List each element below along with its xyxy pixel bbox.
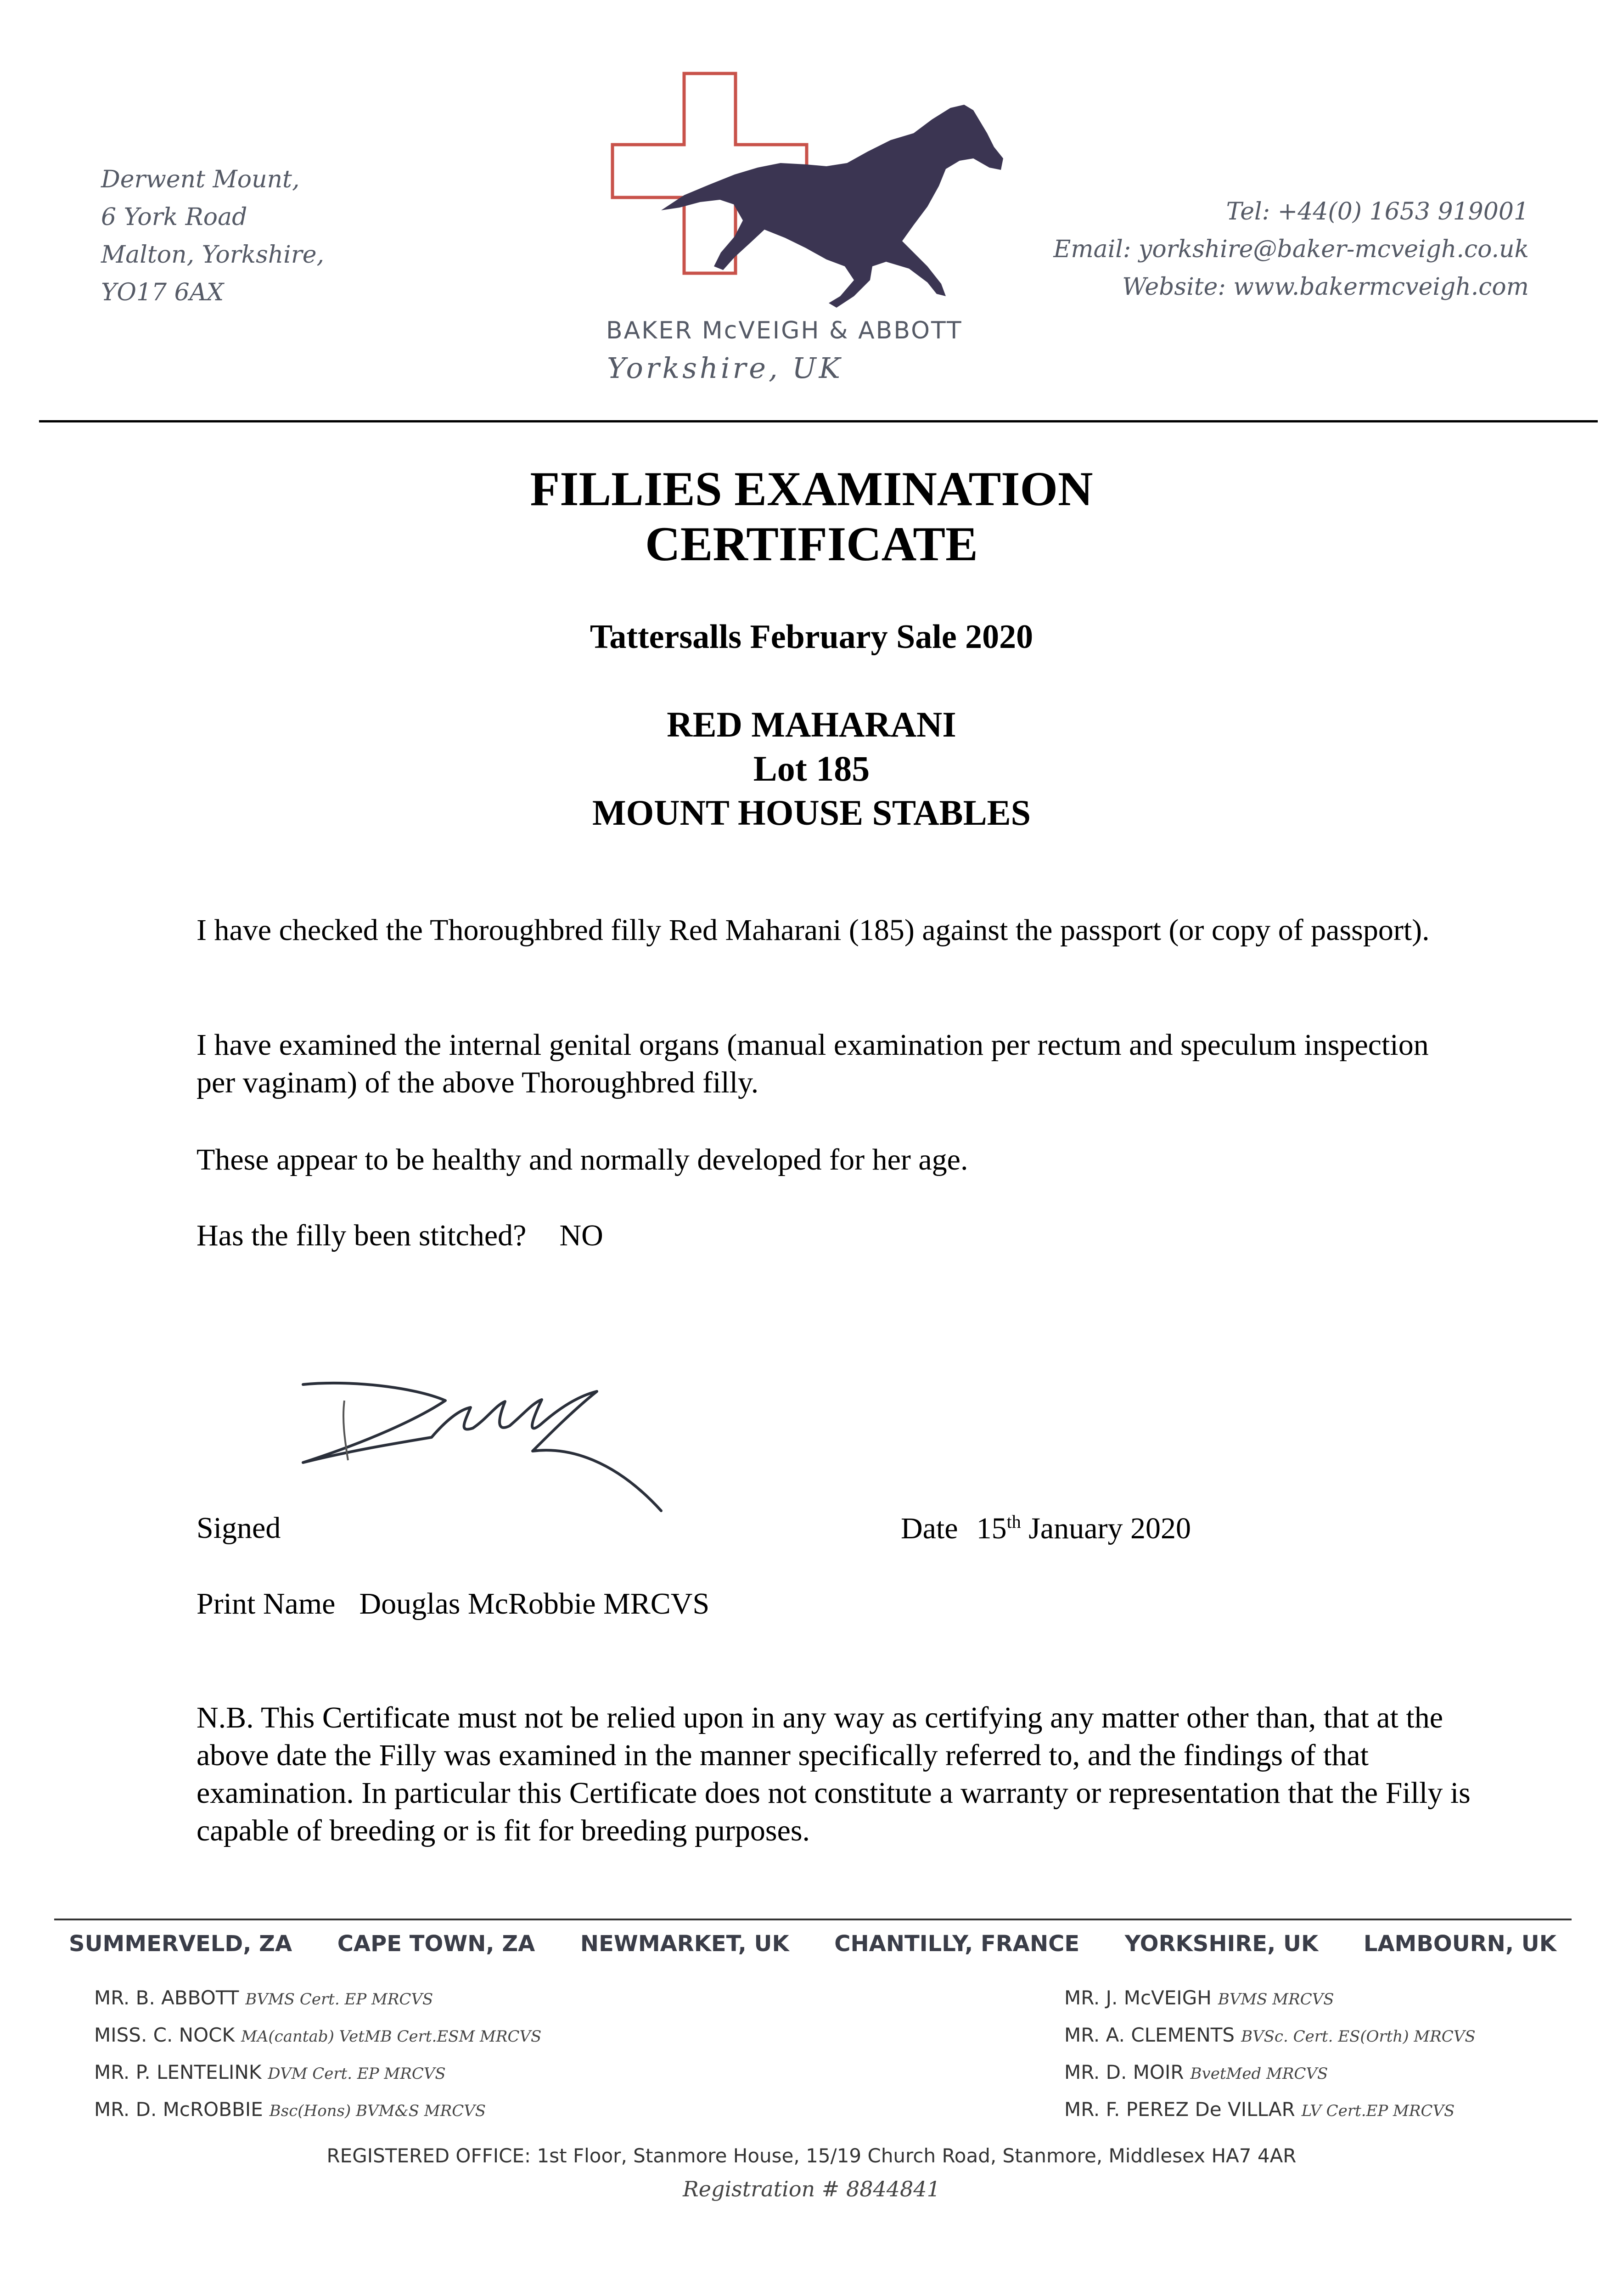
vet-name: MR. B. ABBOTT bbox=[94, 1986, 239, 2009]
print-name-field bbox=[197, 1587, 709, 1621]
location-item: YORKSHIRE, UK bbox=[1124, 1931, 1319, 1957]
sale-name: Tattersalls February Sale 2020 bbox=[590, 618, 1033, 656]
vet-entry bbox=[1064, 1980, 1476, 2017]
footer-divider bbox=[54, 1919, 1572, 1920]
handwritten-signature bbox=[294, 1368, 776, 1543]
stitched-question bbox=[197, 1217, 1445, 1255]
date-suffix: th bbox=[1006, 1511, 1021, 1532]
signature-stroke bbox=[303, 1383, 661, 1511]
print-name-value: Douglas McRobbie MRCVS bbox=[359, 1587, 710, 1621]
vet-quals: BVMS Cert. EP MRCVS bbox=[245, 1990, 433, 2009]
vet-list-left bbox=[94, 1980, 541, 2129]
vet-quals: BVSc. Cert. ES(Orth) MRCVS bbox=[1241, 2027, 1476, 2046]
vet-quals: BvetMed MRCVS bbox=[1190, 2065, 1328, 2083]
date-field bbox=[901, 1511, 1191, 1546]
red-cross-galloping-horse-logo bbox=[597, 64, 1010, 395]
title-line-2: CERTIFICATE bbox=[645, 517, 978, 571]
signed-label: Signed bbox=[197, 1511, 281, 1545]
horse-name: RED MAHARANI bbox=[667, 704, 956, 744]
vet-quals: Bsc(Hons) BVM&S MRCVS bbox=[269, 2102, 486, 2120]
vet-name: MR. D. MOIR bbox=[1064, 2061, 1184, 2083]
vet-name: MR. A. CLEMENTS bbox=[1064, 2024, 1235, 2046]
vet-name: MR. P. LENTELINK bbox=[94, 2061, 262, 2083]
location-item: LAMBOURN, UK bbox=[1363, 1931, 1556, 1957]
vet-entry bbox=[94, 2017, 541, 2054]
vet-entry bbox=[94, 2054, 541, 2092]
location-item: CHANTILLY, FRANCE bbox=[834, 1931, 1080, 1957]
registered-office: REGISTERED OFFICE: 1st Floor, Stanmore House, 15/19 Church Road, Stanmore, Middlesex HA7 4AR bbox=[326, 2144, 1297, 2167]
examination-paragraph: I have examined the internal genital organs (manual examination per rectum and speculum inspection per vaginam) of the above Thoroughbred filly. bbox=[197, 1028, 1429, 1099]
consignor: MOUNT HOUSE STABLES bbox=[592, 793, 1031, 833]
date-day: 15 bbox=[976, 1512, 1007, 1545]
vet-quals: DVM Cert. EP MRCVS bbox=[268, 2065, 446, 2083]
vet-entry bbox=[94, 2092, 541, 2129]
header-divider bbox=[39, 420, 1598, 422]
location-item: CAPE TOWN, ZA bbox=[337, 1931, 535, 1957]
vet-quals: MA(cantab) VetMB Cert.ESM MRCVS bbox=[241, 2027, 542, 2046]
vet-name: MR. F. PEREZ De VILLAR bbox=[1064, 2098, 1295, 2121]
logo-name: BAKER McVEIGH & ABBOTT bbox=[606, 317, 963, 344]
vet-quals: BVMS MRCVS bbox=[1218, 1990, 1334, 2009]
disclaimer: N.B. This Certificate must not be relied upon in any way as certifying any matter other than, that at the above date the Filly was examined in the manner specifically referred to, and the findings of that examination. In particular this Certificate does not constitute a warranty or representation that the Filly is capable of breeding or is fit for breeding purposes. bbox=[197, 1701, 1471, 1847]
contact-phone: Tel: +44(0) 1653 919001 bbox=[1226, 198, 1529, 225]
vet-entry bbox=[94, 1980, 541, 2017]
vet-name: MISS. C. NOCK bbox=[94, 2024, 235, 2046]
print-name-label: Print Name bbox=[197, 1587, 336, 1621]
vet-entry bbox=[1064, 2054, 1476, 2092]
horse-details bbox=[0, 703, 1623, 835]
office-locations bbox=[69, 1931, 1556, 1957]
date-rest: January 2020 bbox=[1028, 1512, 1191, 1545]
contact-email: Email: yorkshire@baker-mcveigh.co.uk bbox=[1053, 236, 1529, 263]
registration-number: Registration # 8844841 bbox=[683, 2177, 940, 2201]
contact-website: Website: www.bakermcveigh.com bbox=[1122, 273, 1529, 301]
location-item: NEWMARKET, UK bbox=[580, 1931, 789, 1957]
question-answer: NO bbox=[559, 1219, 603, 1252]
vet-quals: LV Cert.EP MRCVS bbox=[1301, 2102, 1455, 2120]
question-text: Has the filly been stitched? bbox=[197, 1219, 527, 1252]
vet-name: MR. D. McROBBIE bbox=[94, 2098, 263, 2121]
vet-entry bbox=[1064, 2017, 1476, 2054]
location-item: SUMMERVELD, ZA bbox=[69, 1931, 292, 1957]
signature-stroke bbox=[343, 1401, 348, 1460]
date-label: Date bbox=[901, 1512, 958, 1545]
logo-sub: Yorkshire, UK bbox=[607, 351, 843, 385]
title-line-1: FILLIES EXAMINATION bbox=[530, 462, 1093, 516]
vet-name: MR. J. McVEIGH bbox=[1064, 1986, 1212, 2009]
address-line: Malton, Yorkshire, bbox=[101, 241, 325, 269]
health-paragraph: These appear to be healthy and normally developed for her age. bbox=[197, 1143, 968, 1176]
address-line: YO17 6AX bbox=[101, 279, 224, 306]
vet-list-right bbox=[1064, 1980, 1476, 2129]
horse-silhouette bbox=[661, 105, 1003, 308]
lot-number: Lot 185 bbox=[753, 748, 870, 788]
passport-check-paragraph: I have checked the Thoroughbred filly Red Maharani (185) against the passport (or copy of passport). bbox=[197, 913, 1430, 947]
company-logo bbox=[597, 64, 1010, 395]
address-line: 6 York Road bbox=[101, 203, 247, 231]
sender-address bbox=[101, 161, 324, 311]
address-line: Derwent Mount, bbox=[101, 166, 300, 193]
date-value bbox=[977, 1512, 1191, 1545]
contact-details bbox=[1053, 193, 1529, 306]
certificate-title bbox=[0, 461, 1623, 572]
vet-entry bbox=[1064, 2092, 1476, 2129]
